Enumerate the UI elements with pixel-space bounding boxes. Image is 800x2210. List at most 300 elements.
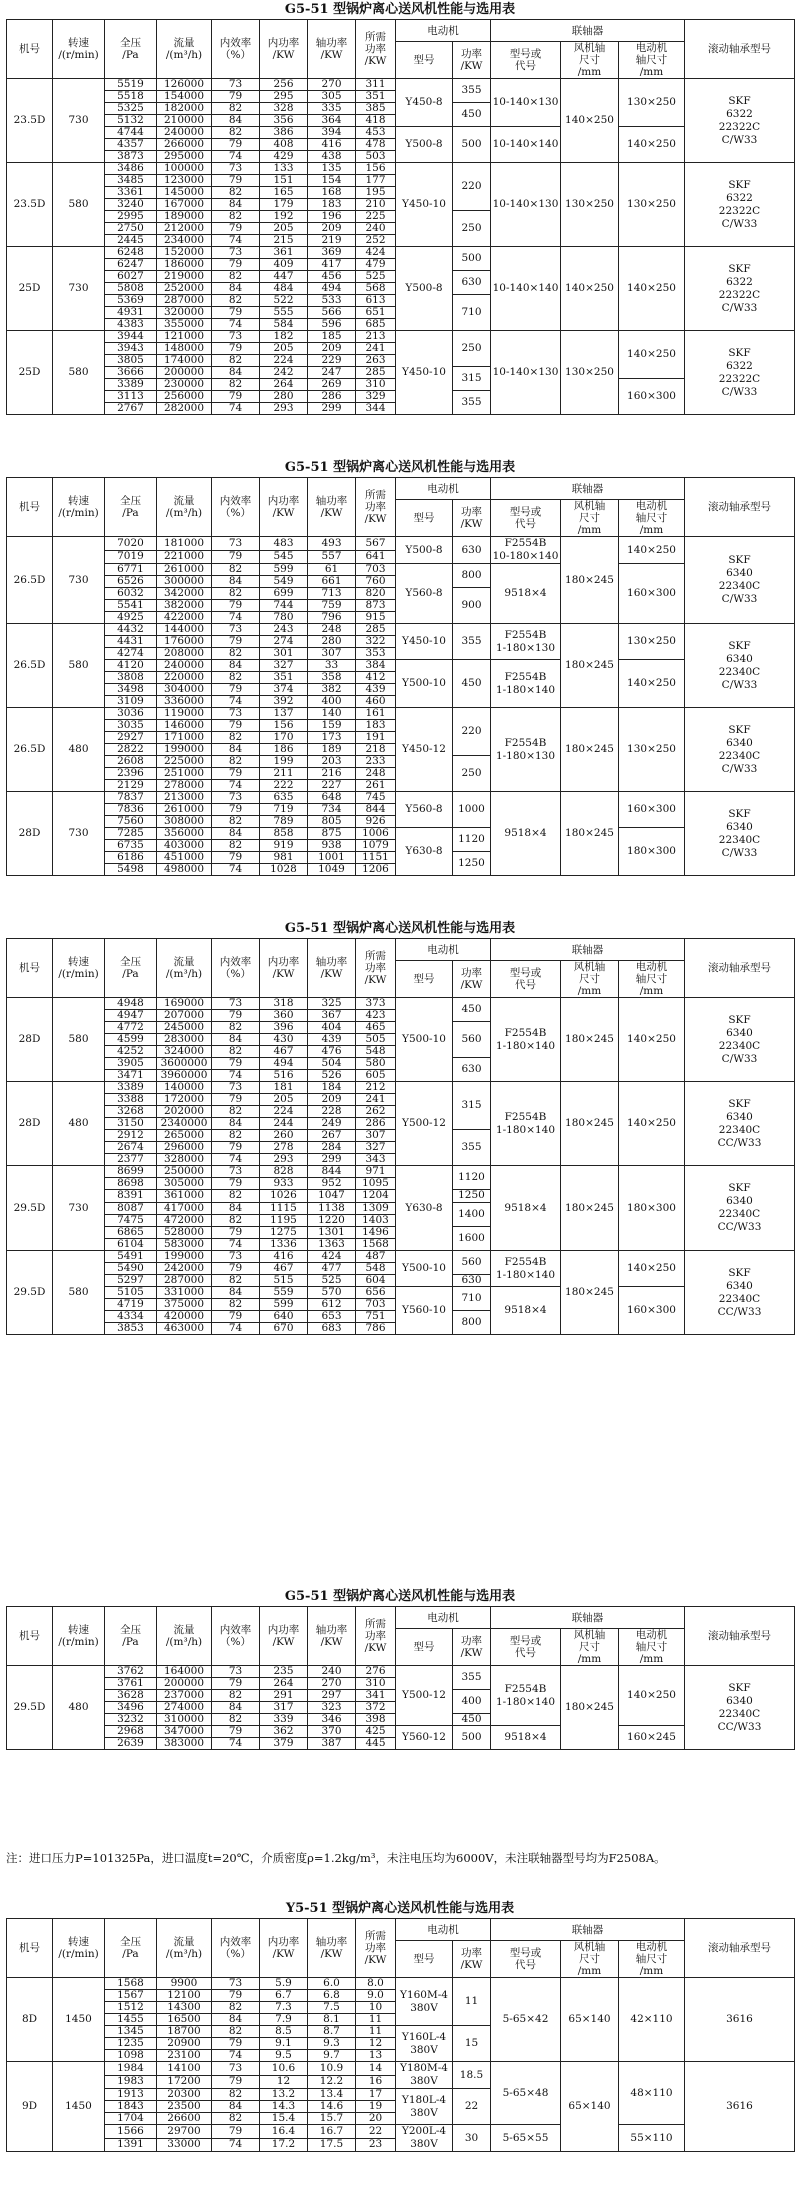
shaft-power-cell: 154 <box>308 175 356 187</box>
efficiency-cell: 79 <box>212 1263 260 1275</box>
table-title: G5-51 型锅炉离心送风机性能与选用表 <box>284 1589 516 1604</box>
internal-power-cell: 16.4 <box>260 2125 308 2139</box>
internal-power-cell: 789 <box>260 816 308 828</box>
flow-cell: 417000 <box>157 1202 212 1214</box>
efficiency-cell: 79 <box>212 1990 260 2002</box>
header-fan-shaft: 风机轴 尺寸 /mm <box>561 42 619 79</box>
header-coupling-model: 型号或 代号 <box>491 1941 561 1978</box>
required-power-cell: 10 <box>356 2002 396 2014</box>
internal-power-cell: 429 <box>260 151 308 163</box>
required-power-cell: 177 <box>356 175 396 187</box>
motor-power-cell: 500 <box>453 247 491 271</box>
efficiency-cell: 84 <box>212 1702 260 1714</box>
internal-power-cell: 559 <box>260 1287 308 1299</box>
motor-power-cell: 450 <box>453 103 491 127</box>
shaft-power-cell: 400 <box>308 696 356 708</box>
internal-power-cell: 165 <box>260 187 308 199</box>
required-power-cell: 604 <box>356 1275 396 1287</box>
header-efficiency: 内效率 （%） <box>212 1607 260 1666</box>
internal-power-cell: 467 <box>260 1046 308 1058</box>
required-power-cell: 745 <box>356 792 396 804</box>
header-internal-power: 内功率 /KW <box>260 1919 308 1978</box>
internal-power-cell: 599 <box>260 564 308 576</box>
motor-shaft-cell: 140×250 <box>619 127 685 163</box>
fan-shaft-cell: 180×245 <box>561 1166 619 1251</box>
pressure-cell: 7836 <box>105 804 157 816</box>
motor-power-cell: 315 <box>453 1082 491 1130</box>
model-no-cell: 29.5D <box>7 1251 53 1335</box>
flow-cell: 174000 <box>157 355 212 367</box>
header-shaft-power: 轴功率 /KW <box>308 939 356 998</box>
model-no-cell: 23.5D <box>7 79 53 163</box>
shaft-power-cell: 438 <box>308 151 356 163</box>
required-power-cell: 1206 <box>356 864 396 876</box>
shaft-power-cell: 364 <box>308 115 356 127</box>
pressure-cell: 4252 <box>105 1046 157 1058</box>
required-power-cell: 344 <box>356 403 396 415</box>
flow-cell: 261000 <box>157 564 212 576</box>
efficiency-cell: 74 <box>212 696 260 708</box>
efficiency-cell: 82 <box>212 1022 260 1034</box>
shaft-power-cell: 229 <box>308 355 356 367</box>
flow-cell: 171000 <box>157 732 212 744</box>
shaft-power-cell: 938 <box>308 840 356 852</box>
shaft-power-cell: 267 <box>308 1130 356 1142</box>
shaft-power-cell: 12.2 <box>308 2075 356 2089</box>
table-row <box>7 708 795 720</box>
efficiency-cell: 74 <box>212 1323 260 1335</box>
internal-power-cell: 186 <box>260 744 308 756</box>
header-motor-shaft: 电动机 轴尺寸 /mm <box>619 961 685 998</box>
flow-cell: 296000 <box>157 1142 212 1154</box>
pressure-cell: 6032 <box>105 588 157 600</box>
motor-model-cell: Y500-10 <box>396 660 453 708</box>
flow-cell: 221000 <box>157 550 212 564</box>
shaft-power-cell: 286 <box>308 391 356 403</box>
efficiency-cell: 84 <box>212 1034 260 1046</box>
flow-cell: 2340000 <box>157 1118 212 1130</box>
efficiency-cell: 74 <box>212 2050 260 2062</box>
internal-power-cell: 179 <box>260 199 308 211</box>
efficiency-cell: 79 <box>212 636 260 648</box>
header-fan-shaft: 风机轴 尺寸 /mm <box>561 500 619 537</box>
flow-cell: 100000 <box>157 163 212 175</box>
required-power-cell: 384 <box>356 660 396 672</box>
required-power-cell: 191 <box>356 732 396 744</box>
internal-power-cell: 9.1 <box>260 2038 308 2050</box>
shaft-power-cell: 269 <box>308 379 356 391</box>
required-power-cell: 567 <box>356 537 396 551</box>
internal-power-cell: 280 <box>260 391 308 403</box>
internal-power-cell: 522 <box>260 295 308 307</box>
model-no-cell: 26.5D <box>7 537 53 624</box>
internal-power-cell: 670 <box>260 1323 308 1335</box>
pressure-cell: 6027 <box>105 271 157 283</box>
shaft-power-cell: 184 <box>308 1082 356 1094</box>
flow-cell: 140000 <box>157 1082 212 1094</box>
internal-power-cell: 318 <box>260 998 308 1010</box>
internal-power-cell: 483 <box>260 537 308 551</box>
motor-model-cell: Y500-10 <box>396 1251 453 1287</box>
pressure-cell: 4744 <box>105 127 157 139</box>
motor-power-cell: 800 <box>453 1311 491 1335</box>
flow-cell: 240000 <box>157 660 212 672</box>
shaft-power-cell: 346 <box>308 1714 356 1726</box>
motor-power-cell: 450 <box>453 998 491 1022</box>
shaft-power-cell: 805 <box>308 816 356 828</box>
efficiency-cell: 82 <box>212 1130 260 1142</box>
bearing-cell: SKF 6322 22322C C/W33 <box>685 79 795 163</box>
required-power-cell: 926 <box>356 816 396 828</box>
pressure-cell: 2377 <box>105 1154 157 1166</box>
pressure-cell: 1391 <box>105 2138 157 2152</box>
required-power-cell: 580 <box>356 1058 396 1070</box>
efficiency-cell: 73 <box>212 1666 260 1678</box>
shaft-power-cell: 1220 <box>308 1214 356 1226</box>
pressure-cell: 1704 <box>105 2113 157 2125</box>
pressure-cell: 5325 <box>105 103 157 115</box>
pressure-cell: 3944 <box>105 331 157 343</box>
pressure-cell: 5297 <box>105 1275 157 1287</box>
shaft-power-cell: 648 <box>308 792 356 804</box>
flow-cell: 403000 <box>157 840 212 852</box>
efficiency-cell: 82 <box>212 1690 260 1702</box>
speed-cell: 730 <box>53 247 105 331</box>
coupling-model-cell: 10-140×140 <box>491 247 561 331</box>
required-power-cell: 505 <box>356 1034 396 1046</box>
required-power-cell: 263 <box>356 355 396 367</box>
efficiency-cell: 79 <box>212 391 260 403</box>
shaft-power-cell: 203 <box>308 756 356 768</box>
motor-power-cell: 1250 <box>453 1190 491 1202</box>
header-flow: 流量 /(m³/h) <box>157 20 212 79</box>
shaft-power-cell: 10.9 <box>308 2062 356 2076</box>
pressure-cell: 2396 <box>105 768 157 780</box>
bearing-cell: SKF 6340 22340C C/W33 <box>685 998 795 1082</box>
efficiency-cell: 82 <box>212 379 260 391</box>
coupling-model-cell: 5-65×48 <box>491 2062 561 2125</box>
required-power-cell: 751 <box>356 1311 396 1323</box>
pressure-cell: 3808 <box>105 672 157 684</box>
pressure-cell: 6247 <box>105 259 157 271</box>
required-power-cell: 487 <box>356 1251 396 1263</box>
table-section <box>6 1899 794 2152</box>
header-efficiency: 内效率 （%） <box>212 478 260 537</box>
model-no-cell: 25D <box>7 247 53 331</box>
shaft-power-cell: 557 <box>308 550 356 564</box>
flow-cell: 382000 <box>157 600 212 612</box>
internal-power-cell: 264 <box>260 1678 308 1690</box>
pressure-cell: 3805 <box>105 355 157 367</box>
pressure-cell: 1345 <box>105 2026 157 2038</box>
internal-power-cell: 360 <box>260 1010 308 1022</box>
flow-cell: 282000 <box>157 403 212 415</box>
header-total-pressure: 全压 /Pa <box>105 939 157 998</box>
bearing-cell: SKF 6340 22340C CC/W33 <box>685 1666 795 1750</box>
pressure-cell: 2639 <box>105 1738 157 1750</box>
table-row <box>7 1251 795 1263</box>
efficiency-cell: 73 <box>212 708 260 720</box>
pressure-cell: 3943 <box>105 343 157 355</box>
pressure-cell: 3628 <box>105 1690 157 1702</box>
table-row <box>7 1082 795 1094</box>
internal-power-cell: 379 <box>260 1738 308 1750</box>
header-coupling: 联轴器 <box>491 939 685 961</box>
motor-model-cell: Y630-8 <box>396 1166 453 1251</box>
shaft-power-cell: 14.6 <box>308 2101 356 2113</box>
header-efficiency: 内效率 （%） <box>212 1919 260 1978</box>
internal-power-cell: 919 <box>260 840 308 852</box>
bearing-cell: SKF 6322 22322C C/W33 <box>685 163 795 247</box>
shaft-power-cell: 8.7 <box>308 2026 356 2038</box>
internal-power-cell: 356 <box>260 115 308 127</box>
motor-power-cell: 355 <box>453 1130 491 1166</box>
table-footnote: 注：进口压力P=101325Pa，进口温度t=20℃，介质密度ρ=1.2kg/m³，未注电压均为6000V，未注联轴器型号均为F2508A。 <box>6 1851 666 1865</box>
pressure-cell: 1568 <box>105 1978 157 1990</box>
efficiency-cell: 79 <box>212 684 260 696</box>
pressure-cell: 5490 <box>105 1263 157 1275</box>
shaft-power-cell: 8.1 <box>308 2014 356 2026</box>
shaft-power-cell: 209 <box>308 343 356 355</box>
internal-power-cell: 555 <box>260 307 308 319</box>
shaft-power-cell: 9.7 <box>308 2050 356 2062</box>
required-power-cell: 218 <box>356 744 396 756</box>
internal-power-cell: 222 <box>260 780 308 792</box>
shaft-power-cell: 759 <box>308 600 356 612</box>
flow-cell: 208000 <box>157 648 212 660</box>
flow-cell: 189000 <box>157 211 212 223</box>
motor-shaft-cell: 140×250 <box>619 331 685 379</box>
efficiency-cell: 79 <box>212 1142 260 1154</box>
motor-power-cell: 250 <box>453 756 491 792</box>
pressure-cell: 6248 <box>105 247 157 259</box>
motor-power-cell: 18.5 <box>453 2062 491 2089</box>
motor-shaft-cell: 48×110 <box>619 2062 685 2125</box>
header-fan-shaft: 风机轴 尺寸 /mm <box>561 961 619 998</box>
shaft-power-cell: 6.8 <box>308 1990 356 2002</box>
header-coupling: 联轴器 <box>491 478 685 500</box>
shaft-power-cell: 299 <box>308 403 356 415</box>
pressure-cell: 3762 <box>105 1666 157 1678</box>
shaft-power-cell: 270 <box>308 79 356 91</box>
motor-power-cell: 1250 <box>453 852 491 876</box>
internal-power-cell: 409 <box>260 259 308 271</box>
flow-cell: 202000 <box>157 1106 212 1118</box>
pressure-cell: 7560 <box>105 816 157 828</box>
flow-cell: 212000 <box>157 223 212 235</box>
pressure-cell: 3150 <box>105 1118 157 1130</box>
required-power-cell: 460 <box>356 696 396 708</box>
flow-cell: 237000 <box>157 1690 212 1702</box>
shaft-power-cell: 1138 <box>308 1202 356 1214</box>
motor-model-cell: Y500-10 <box>396 998 453 1082</box>
flow-cell: 20300 <box>157 2089 212 2101</box>
efficiency-cell: 82 <box>212 355 260 367</box>
efficiency-cell: 84 <box>212 744 260 756</box>
coupling-model-cell: 5-65×42 <box>491 1978 561 2062</box>
pressure-cell: 6735 <box>105 840 157 852</box>
internal-power-cell: 293 <box>260 1154 308 1166</box>
shaft-power-cell: 683 <box>308 1323 356 1335</box>
pressure-cell: 3232 <box>105 1714 157 1726</box>
internal-power-cell: 339 <box>260 1714 308 1726</box>
bearing-cell: SKF 6340 22340C C/W33 <box>685 792 795 876</box>
flow-cell: 169000 <box>157 998 212 1010</box>
table-row <box>7 2125 795 2139</box>
flow-cell: 186000 <box>157 259 212 271</box>
internal-power-cell: 170 <box>260 732 308 744</box>
efficiency-cell: 79 <box>212 139 260 151</box>
efficiency-cell: 82 <box>212 648 260 660</box>
speed-cell: 730 <box>53 537 105 624</box>
fan-shaft-cell: 180×245 <box>561 537 619 624</box>
internal-power-cell: 374 <box>260 684 308 696</box>
pressure-cell: 3035 <box>105 720 157 732</box>
internal-power-cell: 205 <box>260 343 308 355</box>
pressure-cell: 3109 <box>105 696 157 708</box>
shaft-power-cell: 247 <box>308 367 356 379</box>
pressure-cell: 2995 <box>105 211 157 223</box>
required-power-cell: 1568 <box>356 1239 396 1251</box>
shaft-power-cell: 228 <box>308 1106 356 1118</box>
required-power-cell: 248 <box>356 768 396 780</box>
coupling-model-cell: 9518×4 <box>491 792 561 876</box>
efficiency-cell: 74 <box>212 319 260 331</box>
required-power-cell: 225 <box>356 211 396 223</box>
efficiency-cell: 82 <box>212 1299 260 1311</box>
shaft-power-cell: 284 <box>308 1142 356 1154</box>
internal-power-cell: 6.7 <box>260 1990 308 2002</box>
flow-cell: 265000 <box>157 1130 212 1142</box>
flow-cell: 287000 <box>157 1275 212 1287</box>
internal-power-cell: 215 <box>260 235 308 247</box>
flow-cell: 250000 <box>157 1166 212 1178</box>
required-power-cell: 310 <box>356 1678 396 1690</box>
efficiency-cell: 79 <box>212 720 260 732</box>
fan-shaft-cell: 180×245 <box>561 624 619 708</box>
required-power-cell: 703 <box>356 564 396 576</box>
shaft-power-cell: 1047 <box>308 1190 356 1202</box>
fan-shaft-cell: 65×140 <box>561 1978 619 2062</box>
internal-power-cell: 516 <box>260 1070 308 1082</box>
header-required-power: 所需 功率 /KW <box>356 1919 396 1978</box>
efficiency-cell: 73 <box>212 247 260 259</box>
header-motor: 电动机 <box>396 939 491 961</box>
internal-power-cell: 858 <box>260 828 308 840</box>
header-coupling: 联轴器 <box>491 1919 685 1941</box>
shaft-power-cell: 525 <box>308 1275 356 1287</box>
motor-model-cell: Y180L-4 380V <box>396 2089 453 2125</box>
shaft-power-cell: 566 <box>308 307 356 319</box>
internal-power-cell: 386 <box>260 127 308 139</box>
required-power-cell: 478 <box>356 139 396 151</box>
required-power-cell: 213 <box>356 331 396 343</box>
shaft-power-cell: 526 <box>308 1070 356 1082</box>
header-speed: 转速 /(r/min) <box>53 20 105 79</box>
motor-shaft-cell: 140×250 <box>619 537 685 564</box>
required-power-cell: 353 <box>356 648 396 660</box>
efficiency-cell: 82 <box>212 187 260 199</box>
header-coupling-model: 型号或 代号 <box>491 42 561 79</box>
internal-power-cell: 211 <box>260 768 308 780</box>
motor-power-cell: 1120 <box>453 828 491 852</box>
pressure-cell: 4334 <box>105 1311 157 1323</box>
internal-power-cell: 14.3 <box>260 2101 308 2113</box>
internal-power-cell: 351 <box>260 672 308 684</box>
motor-power-cell: 560 <box>453 1022 491 1058</box>
table-section <box>6 458 794 876</box>
motor-model-cell: Y500-12 <box>396 1666 453 1726</box>
internal-power-cell: 467 <box>260 1263 308 1275</box>
internal-power-cell: 137 <box>260 708 308 720</box>
motor-power-cell: 355 <box>453 391 491 415</box>
coupling-model-cell: F2554B 1-180×140 <box>491 998 561 1082</box>
required-power-cell: 240 <box>356 223 396 235</box>
internal-power-cell: 274 <box>260 636 308 648</box>
pressure-cell: 2927 <box>105 732 157 744</box>
table-title: G5-51 型锅炉离心送风机性能与选用表 <box>284 460 516 475</box>
pressure-cell: 6865 <box>105 1226 157 1238</box>
pressure-cell: 4931 <box>105 307 157 319</box>
flow-cell: 152000 <box>157 247 212 259</box>
internal-power-cell: 719 <box>260 804 308 816</box>
efficiency-cell: 82 <box>212 840 260 852</box>
efficiency-cell: 82 <box>212 1046 260 1058</box>
speed-cell: 580 <box>53 998 105 1082</box>
required-power-cell: 212 <box>356 1082 396 1094</box>
required-power-cell: 262 <box>356 1106 396 1118</box>
bearing-cell: SKF 6322 22322C C/W33 <box>685 331 795 415</box>
motor-model-cell: Y450-10 <box>396 163 453 247</box>
required-power-cell: 548 <box>356 1046 396 1058</box>
speed-cell: 730 <box>53 79 105 163</box>
flow-cell: 14300 <box>157 2002 212 2014</box>
header-coupling-model: 型号或 代号 <box>491 500 561 537</box>
pressure-cell: 4925 <box>105 612 157 624</box>
efficiency-cell: 82 <box>212 295 260 307</box>
pressure-cell: 4599 <box>105 1034 157 1046</box>
efficiency-cell: 79 <box>212 1094 260 1106</box>
pressure-cell: 4432 <box>105 624 157 636</box>
efficiency-cell: 73 <box>212 1251 260 1263</box>
efficiency-cell: 73 <box>212 331 260 343</box>
bearing-cell: SKF 6340 22340C CC/W33 <box>685 1251 795 1335</box>
required-power-cell: 233 <box>356 756 396 768</box>
efficiency-cell: 74 <box>212 235 260 247</box>
shaft-power-cell: 404 <box>308 1022 356 1034</box>
shaft-power-cell: 216 <box>308 768 356 780</box>
required-power-cell: 1151 <box>356 852 396 864</box>
motor-shaft-cell: 180×300 <box>619 828 685 876</box>
pressure-cell: 2445 <box>105 235 157 247</box>
pressure-cell: 4357 <box>105 139 157 151</box>
efficiency-cell: 79 <box>212 1058 260 1070</box>
fan-shaft-cell: 180×245 <box>561 1251 619 1335</box>
internal-power-cell: 1275 <box>260 1226 308 1238</box>
internal-power-cell: 430 <box>260 1034 308 1046</box>
internal-power-cell: 235 <box>260 1666 308 1678</box>
motor-power-cell: 450 <box>453 660 491 708</box>
header-internal-power: 内功率 /KW <box>260 939 308 998</box>
header-flow: 流量 /(m³/h) <box>157 1607 212 1666</box>
efficiency-cell: 82 <box>212 103 260 115</box>
pressure-cell: 3389 <box>105 379 157 391</box>
efficiency-cell: 84 <box>212 367 260 379</box>
model-no-cell: 9D <box>7 2062 53 2152</box>
header-motor-model: 型号 <box>396 1941 453 1978</box>
motor-power-cell: 250 <box>453 331 491 367</box>
required-power-cell: 1079 <box>356 840 396 852</box>
